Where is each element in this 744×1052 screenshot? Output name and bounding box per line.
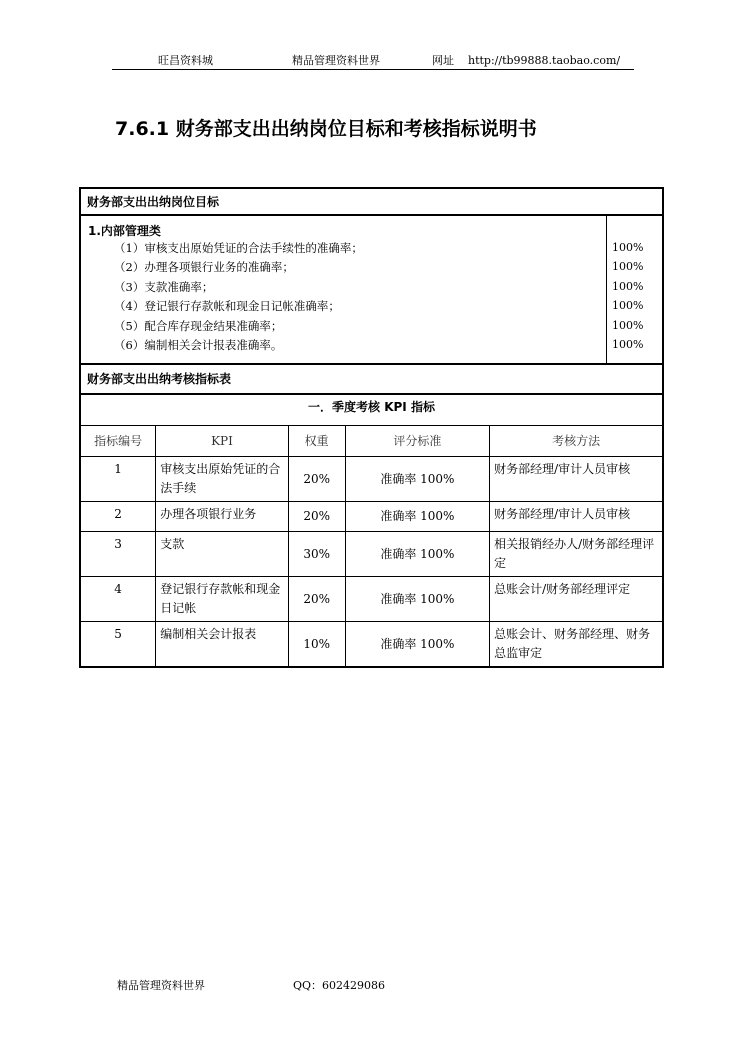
table-header-row bbox=[80, 426, 663, 457]
cell-kpi: 支款 bbox=[156, 532, 289, 577]
goal-item: （6）编制相关会计报表准确率。 bbox=[114, 338, 283, 352]
col-header-method: 考核方法 bbox=[490, 426, 663, 457]
goals-category: 1.内部管理类 bbox=[88, 224, 161, 238]
col-header-weight: 权重 bbox=[288, 426, 345, 457]
cell-method: 财务部经理/审计人员审核 bbox=[490, 457, 663, 502]
goal-pct: 100% bbox=[612, 319, 644, 332]
cell-kpi: 审核支出原始凭证的合法手续 bbox=[156, 457, 289, 502]
table-row bbox=[80, 502, 663, 532]
table-row bbox=[80, 577, 663, 622]
cell-weight: 20% bbox=[288, 577, 345, 622]
cell-standard: 准确率 100% bbox=[345, 502, 490, 532]
col-header-id: 指标编号 bbox=[80, 426, 156, 457]
goals-list bbox=[79, 214, 664, 365]
kpi-heading-box bbox=[79, 363, 664, 395]
cell-weight: 20% bbox=[288, 502, 345, 532]
cell-standard: 准确率 100% bbox=[345, 457, 490, 502]
page-header bbox=[112, 54, 634, 70]
goals-heading-box bbox=[79, 187, 664, 216]
cell-id: 2 bbox=[80, 502, 156, 532]
page-title: 7.6.1 财务部支出出纳岗位目标和考核指标说明书 bbox=[115, 118, 537, 140]
cell-kpi: 登记银行存款帐和现金日记帐 bbox=[156, 577, 289, 622]
cell-id: 1 bbox=[80, 457, 156, 502]
cell-id: 3 bbox=[80, 532, 156, 577]
table-row bbox=[80, 622, 663, 668]
goal-pct: 100% bbox=[612, 338, 644, 351]
goal-item: （3）支款准确率； bbox=[114, 280, 214, 294]
cell-method: 总账会计、财务部经理、财务总监审定 bbox=[490, 622, 663, 668]
kpi-heading: 财务部支出出纳考核指标表 bbox=[87, 372, 232, 386]
cell-weight: 30% bbox=[288, 532, 345, 577]
cell-standard: 准确率 100% bbox=[345, 622, 490, 668]
cell-id: 5 bbox=[80, 622, 156, 668]
footer-qq: QQ：602429086 bbox=[293, 979, 386, 992]
goal-item: （1）审核支出原始凭证的合法手续性的准确率； bbox=[114, 241, 363, 255]
goal-pct: 100% bbox=[612, 241, 644, 254]
cell-id: 4 bbox=[80, 577, 156, 622]
col-header-kpi: KPI bbox=[156, 426, 289, 457]
header-world: 精品管理资料世界 bbox=[292, 54, 380, 67]
kpi-subheading: 一．季度考核 KPI 指标 bbox=[308, 400, 435, 414]
cell-weight: 20% bbox=[288, 457, 345, 502]
goal-item: （2）办理各项银行业务的准确率； bbox=[114, 260, 294, 274]
goals-heading: 财务部支出出纳岗位目标 bbox=[87, 195, 220, 209]
cell-weight: 10% bbox=[288, 622, 345, 668]
col-header-standard: 评分标准 bbox=[345, 426, 490, 457]
cell-method: 相关报销经办人/财务部经理评定 bbox=[490, 532, 663, 577]
kpi-table bbox=[79, 425, 664, 668]
footer-left: 精品管理资料世界 bbox=[117, 979, 205, 992]
table-row bbox=[80, 457, 663, 502]
cell-kpi: 编制相关会计报表 bbox=[156, 622, 289, 668]
cell-standard: 准确率 100% bbox=[345, 577, 490, 622]
header-url[interactable]: http://tb99888.taobao.com/ bbox=[468, 54, 621, 67]
header-shop: 旺昌资料城 bbox=[158, 54, 213, 67]
goal-pct: 100% bbox=[612, 299, 644, 312]
goal-pct: 100% bbox=[612, 260, 644, 273]
goals-divider bbox=[606, 214, 607, 365]
goal-pct: 100% bbox=[612, 280, 644, 293]
cell-standard: 准确率 100% bbox=[345, 532, 490, 577]
goal-item: （4）登记银行存款帐和现金日记帐准确率； bbox=[114, 299, 340, 313]
cell-method: 财务部经理/审计人员审核 bbox=[490, 502, 663, 532]
cell-kpi: 办理各项银行业务 bbox=[156, 502, 289, 532]
goal-item: （5）配合库存现金结果准确率； bbox=[114, 319, 283, 333]
kpi-subheading-box bbox=[79, 393, 664, 427]
table-row bbox=[80, 532, 663, 577]
cell-method: 总账会计/财务部经理评定 bbox=[490, 577, 663, 622]
header-url-label: 网址 bbox=[432, 54, 454, 67]
